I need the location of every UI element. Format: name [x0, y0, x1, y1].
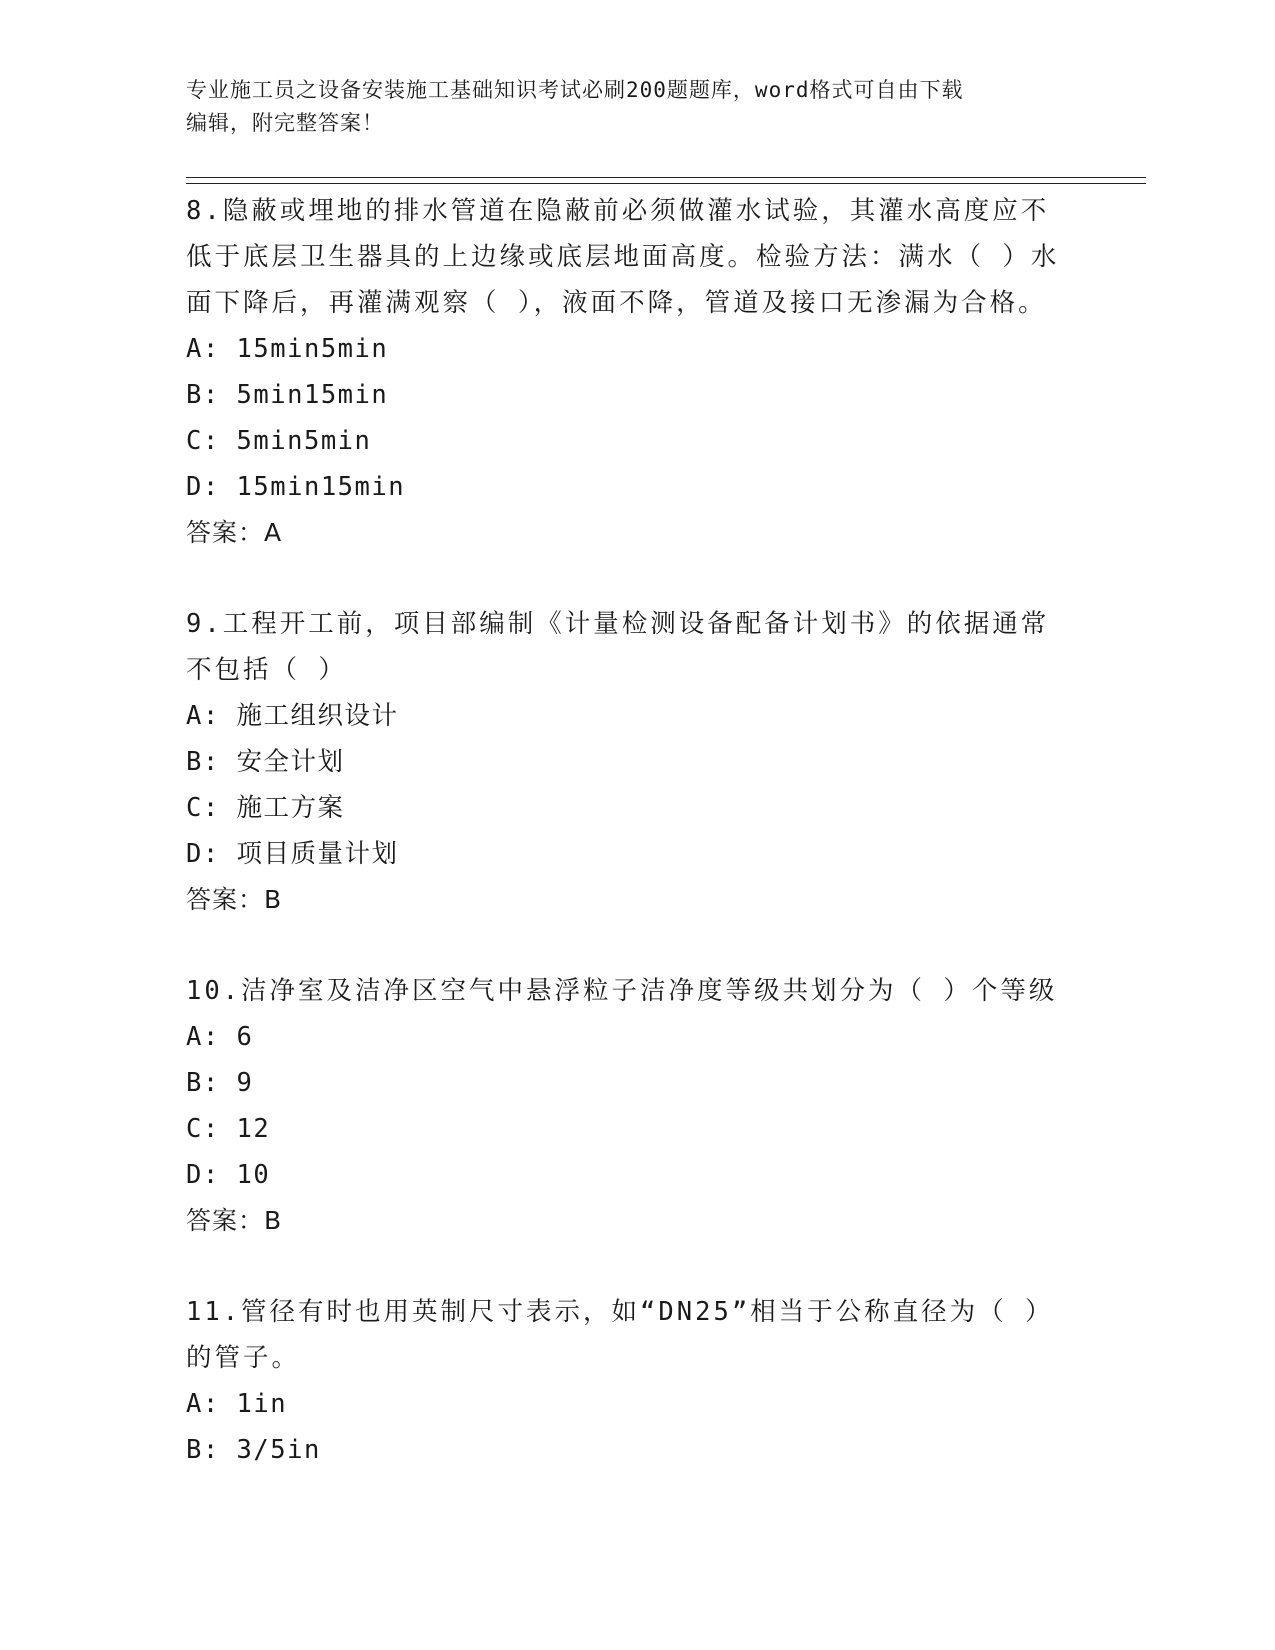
question-text-line: 9.工程开工前，项目部编制《计量检测设备配备计划书》的依据通常: [186, 609, 1050, 639]
question-text-line: 面下降后，再灌满观察（ ），液面不降，管道及接口无渗漏为合格。: [186, 288, 1047, 318]
header-line-1: 专业施工员之设备安装施工基础知识考试必刷200题题库，word格式可自由下载: [186, 78, 964, 102]
option-d: D: 10: [186, 1160, 271, 1190]
spacer: [186, 556, 1086, 601]
question-list: [186, 188, 1086, 1473]
header-divider-bottom: [186, 183, 1146, 184]
option-a: A: 15min5min: [186, 334, 389, 364]
option-a: A: 施工组织设计: [186, 701, 399, 731]
question-text-line: 的管子。: [186, 1343, 301, 1373]
option-a: A: 6: [186, 1022, 254, 1052]
question-text-line: 11.管径有时也用英制尺寸表示，如“DN25”相当于公称直径为（ ）: [186, 1297, 1054, 1327]
question-9: [186, 601, 1086, 923]
spacer: [186, 923, 1086, 968]
option-b: B: 安全计划: [186, 747, 345, 777]
option-b: B: 3/5in: [186, 1435, 321, 1465]
spacer: [186, 1244, 1086, 1289]
document-header: [186, 74, 1086, 140]
option-d: D: 项目质量计划: [186, 839, 399, 869]
option-c: C: 12: [186, 1114, 271, 1144]
option-a: A: 1in: [186, 1389, 288, 1419]
question-text-line: 10.洁净室及洁净区空气中悬浮粒子洁净度等级共划分为（ ）个等级: [186, 976, 1058, 1006]
question-text-line: 8.隐蔽或埋地的排水管道在隐蔽前必须做灌水试验，其灌水高度应不: [186, 196, 1050, 226]
question-11: [186, 1289, 1086, 1473]
question-10: [186, 968, 1086, 1244]
header-divider-top: [186, 177, 1146, 178]
question-text-line: 不包括（ ）: [186, 655, 347, 685]
option-d: D: 15min15min: [186, 472, 406, 502]
option-b: B: 5min15min: [186, 380, 389, 410]
answer-line: 答案：B: [186, 1206, 283, 1235]
question-text-line: 低于底层卫生器具的上边缘或底层地面高度。检验方法：满水（ ）水: [186, 242, 1060, 272]
answer-line: 答案：A: [186, 518, 283, 547]
question-8: [186, 188, 1086, 556]
option-b: B: 9: [186, 1068, 254, 1098]
answer-line: 答案：B: [186, 885, 283, 914]
option-c: C: 5min5min: [186, 426, 372, 456]
option-c: C: 施工方案: [186, 793, 345, 823]
header-line-2: 编辑，附完整答案！: [186, 111, 384, 135]
